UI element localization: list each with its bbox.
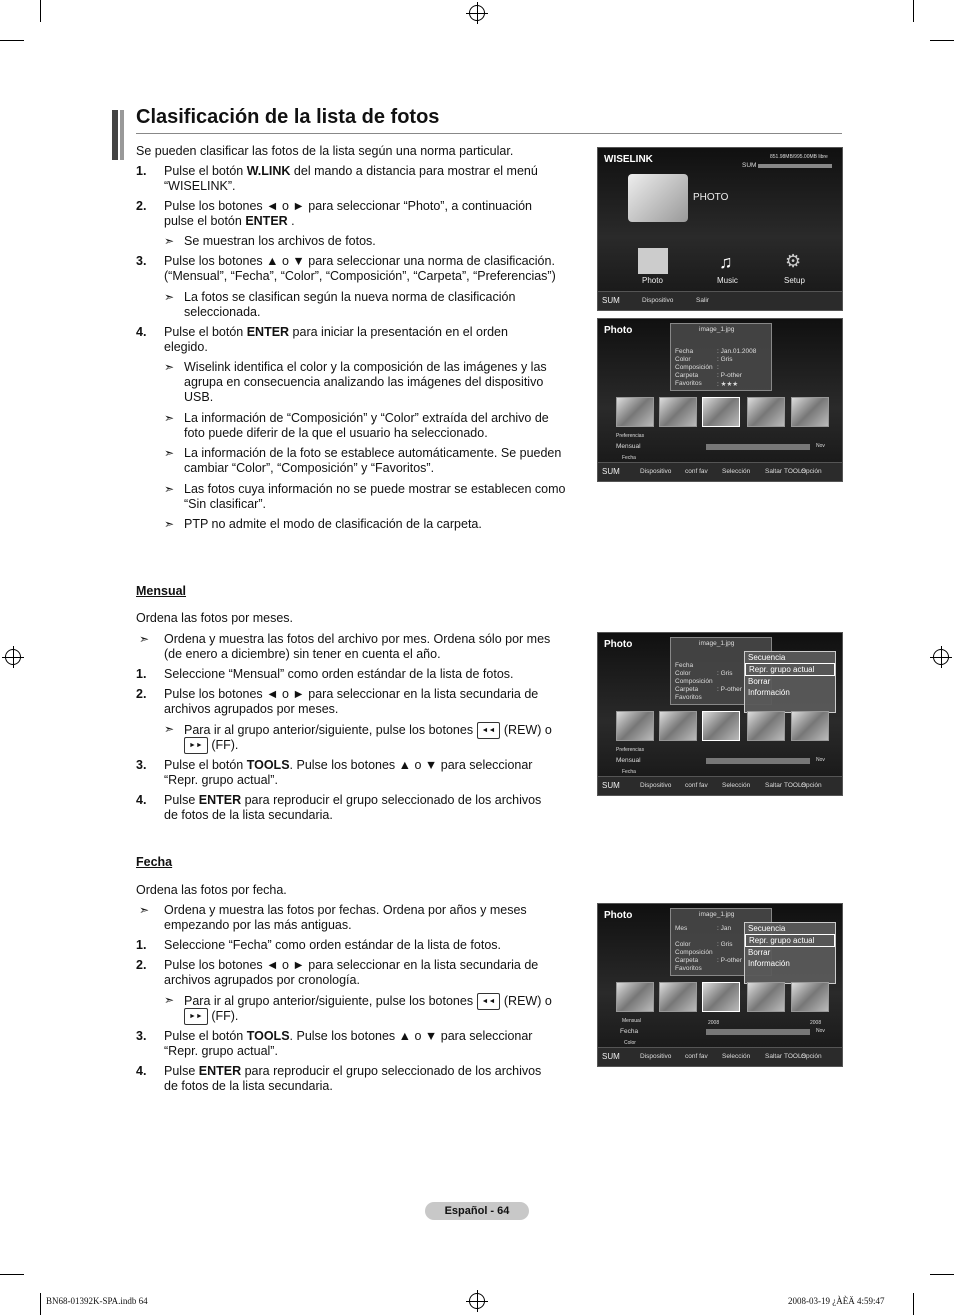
step-text: archivos agrupados por cronología. bbox=[164, 973, 360, 987]
photo-label: PHOTO bbox=[693, 192, 729, 203]
step-text: Seleccione “Mensual” como orden estándar de la lista de fotos. bbox=[164, 667, 514, 681]
step-number: 4. bbox=[136, 1064, 147, 1078]
step-text: “Repr. grupo actual”. bbox=[164, 773, 278, 787]
note-text: Las fotos cuya información no se puede mostrar se establecen como bbox=[184, 482, 566, 496]
note-text: Se muestran los archivos de fotos. bbox=[184, 234, 376, 248]
photo-thumbnail[interactable] bbox=[747, 982, 785, 1012]
note-text: seleccionada. bbox=[184, 305, 261, 319]
note-arrow-icon: ➣ bbox=[139, 903, 150, 917]
note-text: USB. bbox=[184, 390, 214, 404]
storage-bar bbox=[758, 164, 832, 168]
note-text: Para ir al grupo anterior/siguiente, pulse los botones ◄◄ (REW) o bbox=[184, 722, 552, 739]
sum-label: SUM bbox=[742, 162, 757, 169]
registration-mark-icon bbox=[933, 649, 949, 665]
photo-screen-mensual: Photo image_1.jpg Fecha Color : Gris Composición Carpeta : P-other Favoritos Secuencia Repr. grupo actual Borrar Información Preferencias Mensual Nov Fecha SUM Dispositivo conf fav Selección Saltar TOOLS Opción bbox=[597, 632, 843, 796]
step-number: 2. bbox=[136, 199, 147, 213]
photo-thumbnail[interactable] bbox=[791, 711, 829, 741]
step-text: Pulse los botones ▲ o ▼ para seleccionar una norma de clasificación. bbox=[164, 254, 555, 268]
menu-music[interactable]: Music bbox=[717, 276, 738, 285]
step-text: “Repr. grupo actual”. bbox=[164, 1044, 278, 1058]
status-bar: SUM Dispositivo Salir bbox=[598, 291, 842, 310]
photo-thumbnail[interactable] bbox=[616, 982, 654, 1012]
rew-key-icon: ◄◄ bbox=[477, 722, 501, 739]
crop-mark bbox=[930, 40, 954, 41]
photo-thumbnail[interactable] bbox=[747, 397, 785, 427]
step-number: 4. bbox=[136, 325, 147, 339]
ff-key-icon: ►► bbox=[184, 1008, 208, 1025]
registration-mark-icon bbox=[469, 1293, 485, 1309]
section-heading-mensual: Mensual bbox=[136, 584, 187, 598]
photo-thumbnail[interactable] bbox=[659, 397, 697, 427]
page-number-badge: Español - 64 bbox=[425, 1202, 529, 1220]
timeline-bar[interactable] bbox=[706, 444, 810, 450]
step-text: Pulse los botones ◄ o ► para seleccionar “Photo”, a continuación bbox=[164, 199, 533, 213]
status-bar: SUM Dispositivo conf fav Selección Saltar TOOLS Opción bbox=[598, 1047, 842, 1066]
step-text: Seleccione “Fecha” como orden estándar de la lista de fotos. bbox=[164, 938, 501, 952]
note-text: ►► (FF). bbox=[184, 737, 238, 754]
section-intro: Ordena las fotos por fecha. bbox=[136, 883, 287, 897]
note-text: PTP no admite el modo de clasificación de la carpeta. bbox=[184, 517, 482, 531]
info-panel: image_1.jpg Fecha Color : Gris Composición Carpeta : P-other Favoritos bbox=[670, 637, 772, 705]
menu-setup[interactable]: Setup bbox=[784, 276, 805, 285]
step-text: Pulse el botón W.LINK del mando a distancia para mostrar el menú bbox=[164, 164, 538, 178]
note-text: empezando por las más antiguas. bbox=[164, 918, 352, 932]
gear-icon[interactable]: ⚙ bbox=[785, 251, 802, 271]
crop-mark bbox=[0, 40, 24, 41]
section-heading-fecha: Fecha bbox=[136, 855, 173, 869]
step-number: 4. bbox=[136, 793, 147, 807]
crop-mark bbox=[913, 1293, 914, 1315]
crop-mark bbox=[40, 0, 41, 22]
registration-mark-icon bbox=[5, 649, 21, 665]
note-text: cambiar “Color”, “Composición” y “Favoritos”. bbox=[184, 461, 435, 475]
screen-title: Photo bbox=[604, 325, 633, 336]
note-text: foto puede diferir de la que el usuario ha seleccionado. bbox=[184, 426, 488, 440]
note-arrow-icon: ➣ bbox=[164, 411, 175, 425]
note-arrow-icon: ➣ bbox=[139, 632, 150, 646]
photo-menu-icon[interactable] bbox=[638, 248, 668, 274]
print-filename: BN68-01392K-SPA.indb 64 bbox=[46, 1296, 148, 1306]
note-text: Para ir al grupo anterior/siguiente, pulse los botones ◄◄ (REW) o bbox=[184, 993, 552, 1010]
step-text: Pulse el botón TOOLS. Pulse los botones ▲ o ▼ para seleccionar bbox=[164, 758, 533, 772]
note-text: (de enero a diciembre) sin tener en cuenta el año. bbox=[164, 647, 441, 661]
note-arrow-icon: ➣ bbox=[164, 722, 175, 736]
step-number: 3. bbox=[136, 1029, 147, 1043]
step-text: elegido. bbox=[164, 340, 208, 354]
step-text: Pulse ENTER para reproducir el grupo seleccionado de los archivos bbox=[164, 793, 542, 807]
photo-thumbnail[interactable] bbox=[702, 711, 740, 741]
photo-thumbnail[interactable] bbox=[659, 982, 697, 1012]
timeline-bar[interactable] bbox=[706, 1029, 810, 1035]
note-arrow-icon: ➣ bbox=[164, 234, 175, 248]
step-number: 3. bbox=[136, 254, 147, 268]
print-date: 2008-03-19 ¿ÀÈÄ 4:59:47 bbox=[788, 1296, 885, 1306]
photo-thumbnail[interactable] bbox=[702, 982, 740, 1012]
note-arrow-icon: ➣ bbox=[164, 482, 175, 496]
status-bar: SUM Dispositivo conf fav Selección Saltar TOOLS Opción bbox=[598, 776, 842, 795]
note-text: Ordena y muestra las fotos por fechas. Ordena por años y meses bbox=[164, 903, 527, 917]
crop-mark bbox=[930, 1274, 954, 1275]
step-text: Pulse los botones ◄ o ► para seleccionar en la lista secundaria de bbox=[164, 958, 539, 972]
note-text: “Sin clasificar”. bbox=[184, 497, 266, 511]
step-number: 1. bbox=[136, 164, 147, 178]
title-rule bbox=[136, 133, 842, 134]
info-panel: image_1.jpg Fecha : Jan.01.2008 Color : Gris Composición : Carpeta : P-other Favoritos : ★★★ bbox=[670, 323, 772, 391]
crop-mark bbox=[40, 1293, 41, 1315]
intro-text: Se pueden clasificar las fotos de la lista según una norma particular. bbox=[136, 144, 514, 158]
step-text: (“Mensual”, “Fecha”, “Color”, “Composición”, “Carpeta”, “Preferencias”) bbox=[164, 269, 556, 283]
tools-menu[interactable]: Secuencia Repr. grupo actual Borrar Información bbox=[744, 651, 836, 713]
storage-text: 851.98MB/995.00MB libre bbox=[770, 154, 828, 160]
menu-photo[interactable]: Photo bbox=[642, 276, 663, 285]
photo-thumbnail[interactable] bbox=[747, 711, 785, 741]
note-arrow-icon: ➣ bbox=[164, 517, 175, 531]
step-text: de fotos de la lista secundaria. bbox=[164, 808, 333, 822]
note-text: agrupa en consecuencia analizando las imágenes del dispositivo bbox=[184, 375, 544, 389]
registration-mark-icon bbox=[469, 5, 485, 21]
tools-menu[interactable]: Secuencia Repr. grupo actual Borrar Información bbox=[744, 922, 836, 984]
screen-title: WISELINK bbox=[604, 154, 653, 165]
photo-thumbnail[interactable] bbox=[616, 711, 654, 741]
step-number: 2. bbox=[136, 958, 147, 972]
page-title: Clasificación de la lista de fotos bbox=[136, 106, 440, 128]
step-text: Pulse el botón ENTER para iniciar la presentación en el orden bbox=[164, 325, 508, 339]
step-text: archivos agrupados por meses. bbox=[164, 702, 339, 716]
note-text: ►► (FF). bbox=[184, 1008, 238, 1025]
step-text: pulse el botón ENTER . bbox=[164, 214, 295, 228]
step-text: Pulse el botón TOOLS. Pulse los botones ▲ o ▼ para seleccionar bbox=[164, 1029, 533, 1043]
status-bar: SUM Dispositivo conf fav Selección Saltar TOOLS Opción bbox=[598, 462, 842, 481]
photo-screen-fecha: Photo image_1.jpg Mes : Jan Color : Gris Composición Carpeta : P-other Favoritos Secuencia Repr. grupo actual Borrar Información Mensual 2008 2008 Fecha Nov Color SUM Dispositivo conf fav Selección Saltar TOOLS Opción bbox=[597, 903, 843, 1067]
step-number: 1. bbox=[136, 938, 147, 952]
photo-screen: Photo image_1.jpg Fecha : Jan.01.2008 Color : Gris Composición : Carpeta : P-other Favoritos : ★★★ Preferencias Mensual Nov Fecha SUM Dispositivo conf fav Selección Saltar TOOLS Opción bbox=[597, 318, 843, 482]
step-number: 1. bbox=[136, 667, 147, 681]
crop-mark bbox=[0, 1274, 24, 1275]
title-accent-bar bbox=[120, 110, 124, 160]
step-text: “WISELINK”. bbox=[164, 179, 236, 193]
photo-thumbnail[interactable] bbox=[791, 397, 829, 427]
step-text: de fotos de la lista secundaria. bbox=[164, 1079, 333, 1093]
step-text: Pulse ENTER para reproducir el grupo seleccionado de los archivos bbox=[164, 1064, 542, 1078]
step-number: 2. bbox=[136, 687, 147, 701]
step-text: Pulse los botones ◄ o ► para seleccionar en la lista secundaria de bbox=[164, 687, 539, 701]
note-text: La fotos se clasifican según la nueva norma de clasificación bbox=[184, 290, 516, 304]
photo-thumbnail[interactable] bbox=[659, 711, 697, 741]
photo-camera-icon bbox=[628, 174, 688, 222]
ff-key-icon: ►► bbox=[184, 737, 208, 754]
music-note-icon[interactable]: ♫ bbox=[719, 252, 733, 272]
info-panel: image_1.jpg Mes : Jan Color : Gris Composición Carpeta : P-other Favoritos bbox=[670, 908, 772, 976]
rew-key-icon: ◄◄ bbox=[477, 993, 501, 1010]
note-text: La información de la foto se establece automáticamente. Se pueden bbox=[184, 446, 562, 460]
note-arrow-icon: ➣ bbox=[164, 290, 175, 304]
photo-thumbnail[interactable] bbox=[702, 397, 740, 427]
crop-mark bbox=[913, 0, 914, 22]
note-text: Ordena y muestra las fotos del archivo por mes. Ordena sólo por mes bbox=[164, 632, 551, 646]
wiselink-screen bbox=[597, 147, 843, 311]
section-intro: Ordena las fotos por meses. bbox=[136, 611, 294, 625]
note-arrow-icon: ➣ bbox=[164, 360, 175, 374]
photo-thumbnail[interactable] bbox=[616, 397, 654, 427]
timeline-bar[interactable] bbox=[706, 758, 810, 764]
step-number: 3. bbox=[136, 758, 147, 772]
note-arrow-icon: ➣ bbox=[164, 446, 175, 460]
note-text: La información de “Composición” y “Color” extraída del archivo de bbox=[184, 411, 549, 425]
title-accent-bar bbox=[112, 110, 118, 160]
note-text: Wiselink identifica el color y la composición de las imágenes y las bbox=[184, 360, 547, 374]
note-arrow-icon: ➣ bbox=[164, 993, 175, 1007]
photo-thumbnail[interactable] bbox=[791, 982, 829, 1012]
